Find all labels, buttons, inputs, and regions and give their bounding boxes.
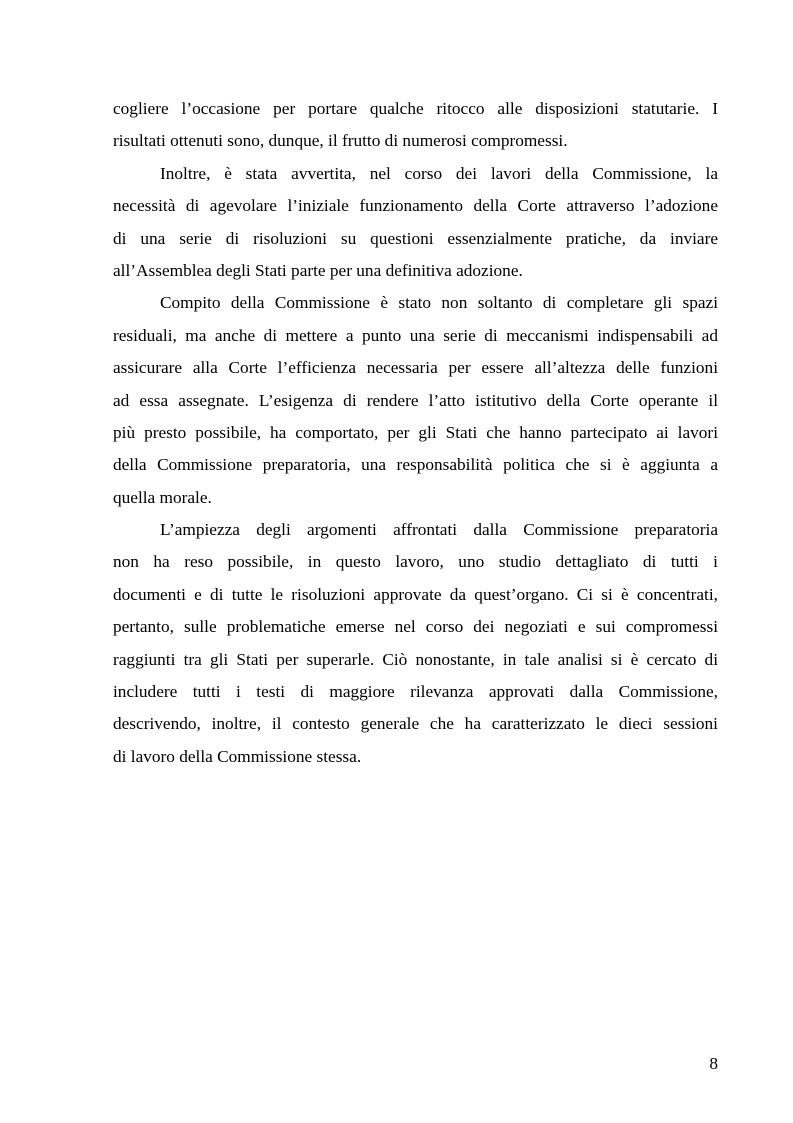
- paragraph-4: [113, 514, 718, 773]
- text-line: includere tutti i testi di maggiore rilevanza approvati dalla Commissione,: [113, 682, 718, 702]
- text-line: descrivendo, inoltre, il contesto generale che ha caratterizzato le dieci sessioni: [113, 714, 718, 734]
- text-line: Compito della Commissione è stato non soltanto di completare gli spazi: [160, 293, 718, 313]
- text-line: più presto possibile, ha comportato, per gli Stati che hanno partecipato ai lavori: [113, 422, 718, 442]
- paragraph-2: [113, 158, 718, 288]
- text-line: quella morale.: [113, 487, 212, 507]
- text-line: pertanto, sulle problematiche emerse nel corso dei negoziati e sui compromessi: [113, 617, 718, 637]
- text-line: all’Assemblea degli Stati parte per una definitiva adozione.: [113, 260, 523, 280]
- text-line: non ha reso possibile, in questo lavoro, uno studio dettagliato di tutti i: [113, 552, 718, 572]
- text-line: ad essa assegnate. L’esigenza di rendere l’atto istitutivo della Corte operante il: [113, 390, 718, 410]
- paragraph-1: [113, 93, 718, 158]
- text-line: della Commissione preparatoria, una responsabilità politica che si è aggiunta a: [113, 455, 718, 475]
- text-line: assicurare alla Corte l’efficienza necessaria per essere all’altezza delle funzioni: [113, 358, 718, 378]
- text-line: cogliere l’occasione per portare qualche ritocco alle disposizioni statutarie. I: [113, 99, 718, 118]
- text-line: L’ampiezza degli argomenti affrontati dalla Commissione preparatoria: [160, 520, 718, 540]
- text-line: residuali, ma anche di mettere a punto una serie di meccanismi indispensabili ad: [113, 325, 718, 345]
- text-line: documenti e di tutte le risoluzioni approvate da quest’organo. Ci si è concentrati,: [113, 584, 718, 604]
- paragraph-3: [113, 287, 718, 514]
- text-line: di lavoro della Commissione stessa.: [113, 746, 362, 766]
- text-line: di una serie di risoluzioni su questioni essenzialmente pratiche, da inviare: [113, 228, 718, 248]
- text-line: necessità di agevolare l’iniziale funzionamento della Corte attraverso l’adozione: [113, 196, 718, 216]
- text-line: raggiunti tra gli Stati per superarle. Ciò nonostante, in tale analisi si è cercato di: [113, 649, 718, 669]
- text-line: risultati ottenuti sono, dunque, il frutto di numerosi compromessi.: [113, 131, 568, 151]
- page-number: 8: [709, 1054, 718, 1073]
- body-text: [113, 93, 718, 773]
- text-line: Inoltre, è stata avvertita, nel corso dei lavori della Commissione, la: [160, 163, 718, 183]
